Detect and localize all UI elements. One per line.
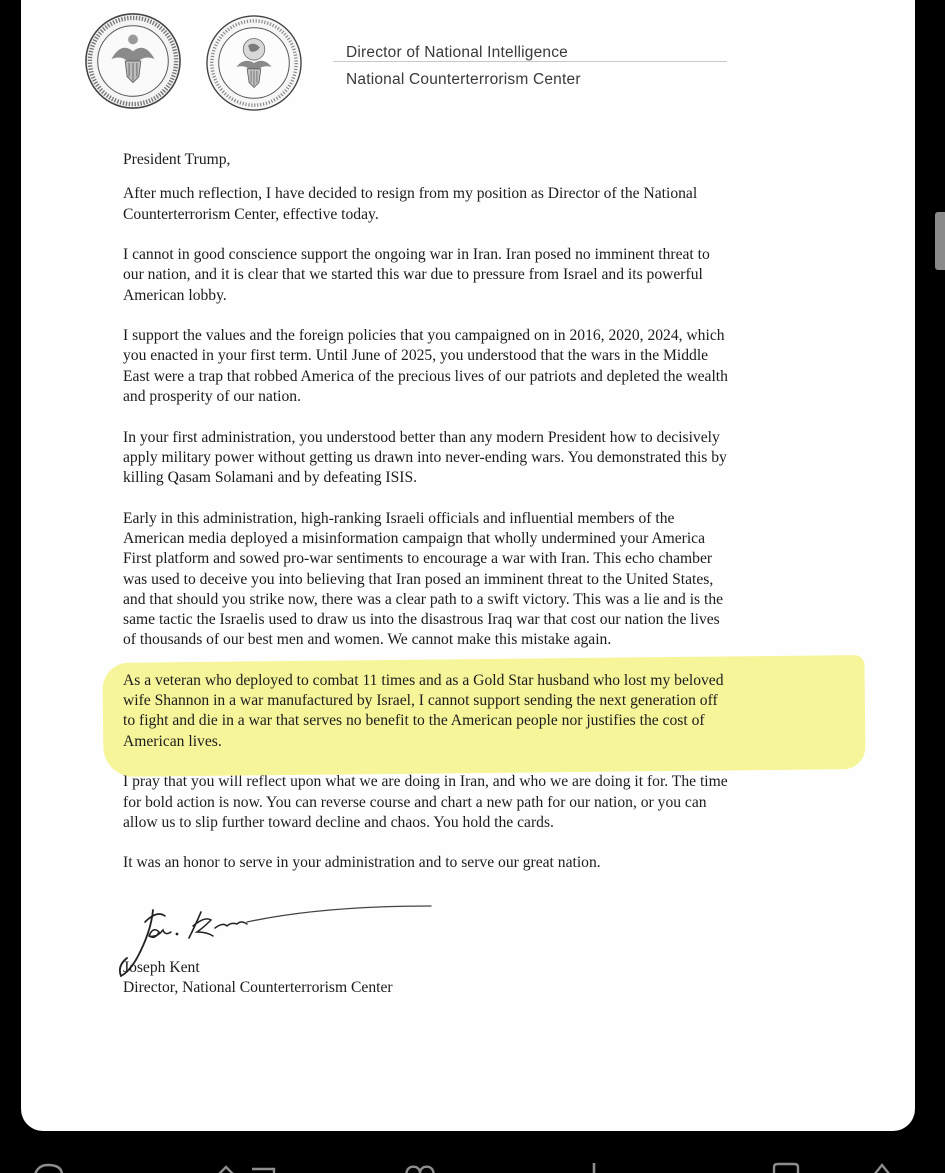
paragraph-line: American media deployed a misinformation campaign that wholly undermined your America (123, 529, 705, 547)
paragraph-line: was used to deceive you into believing that Iran posed an imminent threat to the United States, (123, 570, 714, 588)
paragraph-misinformation (123, 509, 843, 651)
paragraph-line: for bold action is now. You can reverse course and chart a new path for our nation, or you can (123, 793, 707, 811)
paragraph-first-administration (123, 428, 843, 489)
salutation: President Trump, (123, 151, 231, 168)
letter-page (21, 0, 915, 1131)
bookmark-icon[interactable] (770, 1161, 802, 1173)
odni-seal-icon (84, 12, 182, 110)
signer-title: Director, National Counterterrorism Center (123, 979, 393, 997)
comment-icon[interactable] (30, 1161, 66, 1173)
paragraph-line: In your first administration, you understood better than any modern President how to decisively (123, 428, 720, 446)
paragraph-line: you enacted in your first term. Until June of 2025, you understood that the wars in the Middle (123, 347, 709, 365)
paragraph-line: First platform and sowed pro-war sentiments to encourage a war with Iran. This echo chamber (123, 550, 713, 568)
like-icon[interactable] (402, 1161, 438, 1173)
scrollbar-thumb[interactable] (935, 212, 945, 270)
paragraph-iran-war (123, 245, 843, 306)
paragraph-honor (123, 853, 843, 873)
paragraph-line: I cannot in good conscience support the ongoing war in Iran. Iran posed no imminent threat to (123, 246, 710, 264)
paragraph-line: allow us to slip further toward decline and chaos. You hold the cards. (123, 813, 554, 831)
share-icon[interactable] (870, 1161, 894, 1173)
paragraph-line: As a veteran who deployed to combat 11 times and as a Gold Star husband who lost my beloved (123, 671, 724, 689)
letterhead-agency: Director of National Intelligence (346, 44, 568, 61)
views-icon[interactable] (588, 1161, 600, 1173)
signer-name: Joseph Kent (123, 959, 200, 976)
paragraph-line: and that should you strike now, there was a clear path to a swift victory. This was a lie and is the (123, 590, 724, 608)
retweet-icon[interactable] (212, 1161, 282, 1173)
paragraph-line: East were a trap that robbed America of the precious lives of our patriots and depleted the wealth (123, 367, 728, 385)
paragraph-line: to fight and die in a war that serves no benefit to the American people nor justifies the cost of (123, 712, 705, 730)
signature-block (123, 958, 393, 999)
paragraph-resignation (123, 184, 843, 225)
paragraph-line: and prosperity of our nation. (123, 388, 301, 406)
paragraph-line: apply military power without getting us drawn into never-ending wars. You demonstrated this by (123, 448, 727, 466)
paragraph-line: I pray that you will reflect upon what we are doing in Iran, and who we are doing it for. The time (123, 773, 728, 791)
paragraph-line: It was an honor to serve in your administration and to serve our great nation. (123, 854, 601, 872)
paragraph-line: American lobby. (123, 286, 227, 304)
paragraph-line: Early in this administration, high-ranking Israeli officials and influential members of the (123, 509, 675, 527)
paragraph-line: wife Shannon in a war manufactured by Israel, I cannot support sending the next generation off (123, 692, 718, 710)
bottom-action-bar (0, 1131, 945, 1172)
paragraph-line: our nation, and it is clear that we started this war due to pressure from Israel and its powerful (123, 266, 703, 284)
paragraph-line: same tactic the Israelis used to draw us into the disastrous Iraq war that cost our nation the lives (123, 611, 720, 629)
paragraph-line: Counterterrorism Center, effective today. (123, 205, 379, 223)
paragraph-line: American lives. (123, 732, 222, 750)
paragraph-line: of thousands of our best men and women. We cannot make this mistake again. (123, 631, 612, 649)
paragraph-line: I support the values and the foreign policies that you campaigned on in 2016, 2020, 2024, which (123, 327, 725, 345)
paragraph-values (123, 326, 843, 407)
paragraph-line: After much reflection, I have decided to resign from my position as Director of the National (123, 185, 698, 203)
letter-body (123, 150, 843, 894)
paragraph-reflection (123, 772, 843, 833)
paragraph-line: killing Qasam Solamani and by defeating ISIS. (123, 469, 418, 487)
letterhead-center: National Counterterrorism Center (346, 71, 581, 88)
nctc-seal-icon (205, 14, 303, 112)
highlighted-paragraph (123, 671, 843, 752)
